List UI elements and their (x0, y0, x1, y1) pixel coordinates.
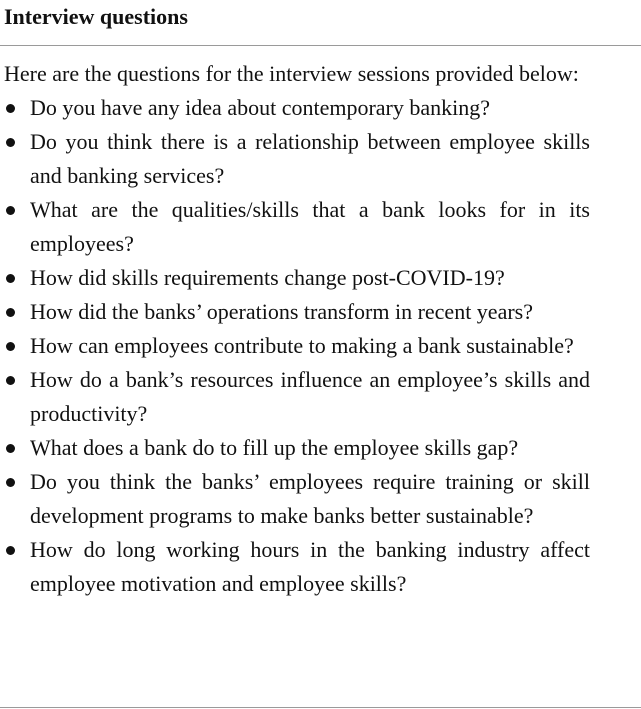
intro-text: Here are the questions for the interview sessions provided below: (4, 61, 579, 86)
question-item (4, 261, 590, 295)
question-item (4, 193, 590, 261)
question-text: How do a bank’s resources influence an employee’s skills and productivity? (30, 367, 590, 426)
question-text: Do you think the banks’ employees require training or skill development programs to make banks better sustainable? (30, 469, 590, 528)
question-text: Do you have any idea about contemporary banking? (30, 95, 491, 120)
bullet-icon (6, 478, 15, 487)
question-text: How do long working hours in the banking industry affect employee motivation and employee skills? (30, 537, 590, 596)
question-item (4, 329, 590, 363)
bullet-icon (6, 138, 15, 147)
bullet-icon (6, 444, 15, 453)
bullet-icon (6, 376, 15, 385)
question-item (4, 363, 590, 431)
bullet-icon (6, 342, 15, 351)
bullet-icon (6, 274, 15, 283)
question-item (4, 465, 590, 533)
question-text: How did skills requirements change post-COVID-19? (30, 265, 505, 290)
bullet-icon (6, 104, 15, 113)
question-item (4, 91, 590, 125)
question-text: What does a bank do to fill up the employee skills gap? (30, 435, 519, 460)
bullet-icon (6, 206, 15, 215)
question-item (4, 533, 590, 601)
question-text: What are the qualities/skills that a bank looks for in its employees? (30, 197, 590, 256)
question-text: How did the banks’ operations transform in recent years? (30, 299, 533, 324)
question-list (4, 91, 590, 601)
question-item (4, 125, 590, 193)
bullet-icon (6, 308, 15, 317)
header-divider (0, 45, 641, 46)
question-item (4, 295, 590, 329)
question-item (4, 431, 590, 465)
bullet-icon (6, 546, 15, 555)
question-text: Do you think there is a relationship between employee skills and banking services? (30, 129, 590, 188)
question-text: How can employees contribute to making a bank sustainable? (30, 333, 574, 358)
table-body (4, 57, 590, 601)
table-heading: Interview questions (4, 4, 188, 29)
table-bottom-rule (0, 707, 641, 708)
